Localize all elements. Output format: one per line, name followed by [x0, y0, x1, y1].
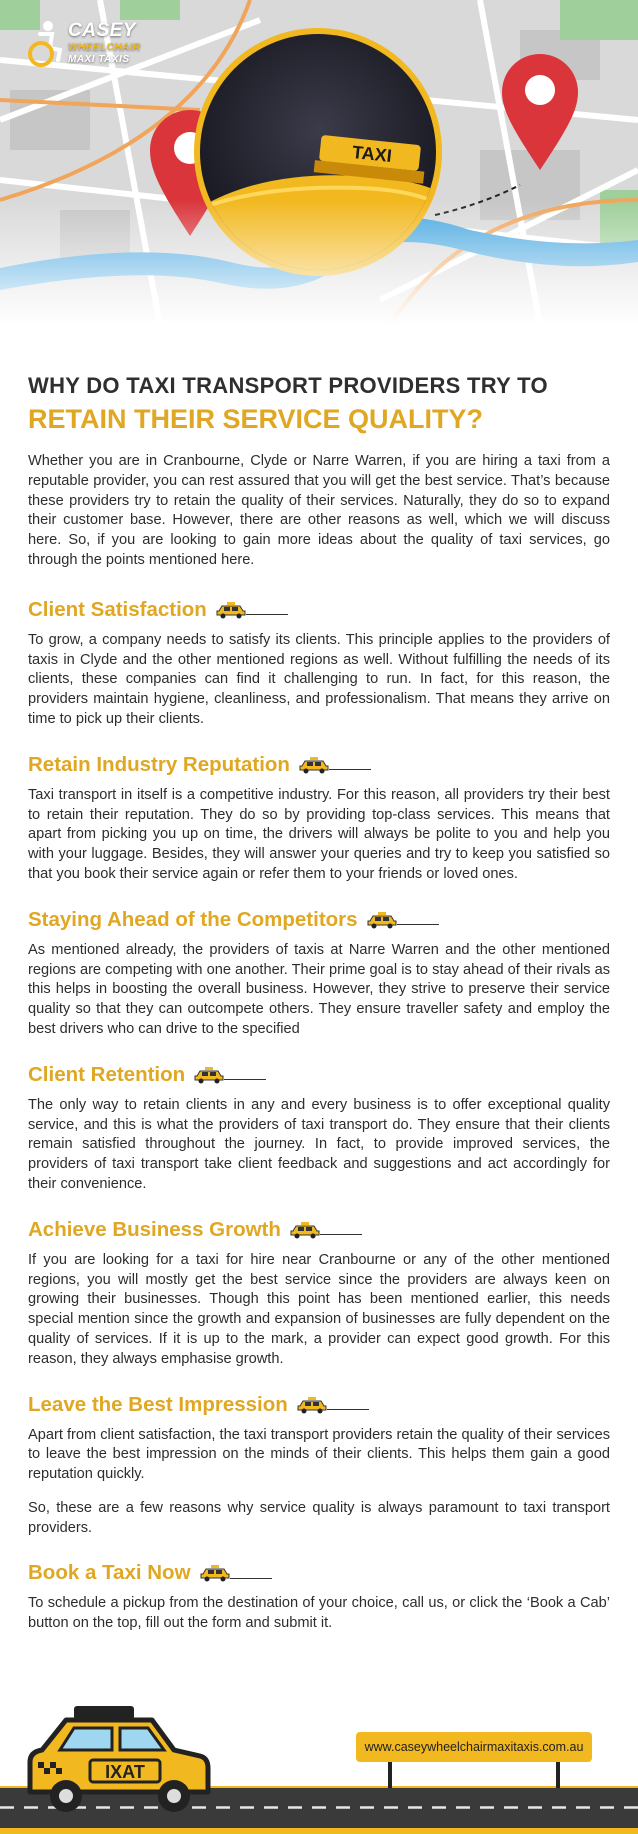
section-title: Achieve Business Growth	[28, 1217, 281, 1241]
logo-text-maxi-taxis: MAXI TAXIS	[68, 54, 130, 65]
footer-road-scene	[0, 1690, 638, 1834]
section-client-satisfaction	[28, 595, 610, 730]
taxi-icon	[367, 911, 397, 929]
section-body: The only way to retain clients in any and every business is to offer exceptional quality service, and this is what the providers of taxi transport do. They ensure that their clients remain satisfied throughout the journey. In fact, to provide improved services, the providers of taxi transport take client feedback and suggestions and act accordingly for their convenience.	[28, 1096, 610, 1192]
section-body: Apart from client satisfaction, the taxi transport providers retain the quality of their services to leave the best impression on the minds of their clients. This helps them gain a good reputation quickly.	[28, 1426, 610, 1483]
hero-banner	[0, 0, 638, 325]
intro-paragraph: Whether you are in Cranbourne, Clyde or Narre Warren, if you are hiring a taxi from a reputable provider, you can rest assured that you will get the best service. That’s because these providers try to retain the quality of their services. Naturally, they do so to expand their customer base. However, there are other reasons as well, which we will discuss here. So, if you are looking to gain more ideas about the quality of taxi services, go through the points mentioned here.	[28, 453, 610, 568]
section-underline	[327, 1409, 369, 1410]
section-header	[28, 1060, 610, 1090]
section-underline	[224, 1079, 266, 1080]
hero-taxi-sign: TAXI	[351, 141, 393, 167]
section-best-impression	[28, 1390, 610, 1539]
section-body: If you are looking for a taxi for hire near Cranbourne or any of the other mentioned regions, you will mostly get the best service since the providers are always keen on growing their businesses. Though this point has been mentioned earlier, this needs special mention since the growth and expansion of businesses are fully dependent on the quality of services. If it is up to the mark, a provider can expect good growth. For this reason, they always emphasise growth.	[28, 1251, 610, 1367]
heading-line-2: RETAIN THEIR SERVICE QUALITY?	[28, 404, 484, 434]
taxi-icon	[299, 756, 329, 774]
section-title: Client Retention	[28, 1062, 186, 1086]
section-body: Taxi transport in itself is a competitive industry. For this reason, all providers try their best to retain their reputation. They do so by providing top-class services. This means that apart from picking you up on time, the drivers will always be polite to you and help you with your luggage. Besides, they will answer your queries and try to keep you satisfied so that you book their service again or refer them to your friends or loved ones.	[28, 786, 610, 882]
taxi-icon	[200, 1564, 230, 1582]
section-body: To schedule a pickup from the destination of your choice, call us, or click the ‘Book a Cab’ button on the top, fill out the form and submit it.	[28, 1595, 610, 1632]
section-underline	[230, 1578, 272, 1579]
wheelchair-logo-icon	[26, 20, 64, 68]
section-body: As mentioned already, the providers of taxis at Narre Warren and the other mentioned regions are competing with one another. Their prime goal is to stay ahead of their rivals as this helps in boosting the overall business. However, they strive to preserve their service quality so that they can outcompete others. They ensure traveller safety and employ the best drivers who can drive to the specified	[28, 941, 610, 1037]
section-staying-ahead	[28, 905, 610, 1040]
section-header	[28, 595, 610, 625]
sign-post-right	[556, 1762, 560, 1788]
section-underline	[246, 614, 288, 615]
section-book-a-taxi	[28, 1558, 610, 1634]
section-retain-industry-reputation	[28, 750, 610, 885]
logo-text-wheelchair: WHEELCHAIR	[68, 42, 141, 53]
section-header	[28, 1558, 610, 1588]
brand-logo[interactable]	[26, 18, 166, 70]
heading-line-1: WHY DO TAXI TRANSPORT PROVIDERS TRY TO	[28, 373, 548, 398]
section-header	[28, 1215, 610, 1245]
sign-post-left	[388, 1762, 392, 1788]
road-edge-bottom	[0, 1828, 638, 1834]
taxi-door-sign: IXAT	[105, 1762, 145, 1782]
article-content	[28, 372, 610, 1654]
taxi-icon	[216, 601, 246, 619]
section-header	[28, 750, 610, 780]
taxi-icon	[194, 1066, 224, 1084]
section-title: Retain Industry Reputation	[28, 752, 290, 776]
taxi-icon	[297, 1396, 327, 1414]
section-title: Leave the Best Impression	[28, 1392, 288, 1416]
section-title: Book a Taxi Now	[28, 1561, 191, 1585]
section-body: To grow, a company needs to satisfy its clients. This principle applies to the providers of taxis in Clyde and the other mentioned regions as well. Without fulfilling the needs of its clients, these companies can find it challenging to run. In fact, for this reason, the providers maintain hygiene, cleanliness, and professionalism. That means they arrive on time to pick up their clients.	[28, 631, 610, 727]
section-header	[28, 1390, 610, 1420]
section-header	[28, 905, 610, 935]
section-client-retention	[28, 1060, 610, 1195]
section-underline	[320, 1234, 362, 1235]
logo-text-casey: CASEY	[68, 20, 136, 41]
section-business-growth	[28, 1215, 610, 1370]
section-title: Staying Ahead of the Competitors	[28, 907, 358, 931]
section-underline	[397, 924, 439, 925]
section-title: Client Satisfaction	[28, 597, 207, 621]
cartoon-taxi-illustration	[24, 1700, 214, 1820]
section-body-conclusion: So, these are a few reasons why service quality is always paramount to taxi transport providers.	[28, 1499, 610, 1536]
website-link[interactable]: www.caseywheelchairmaxitaxis.com.au	[356, 1732, 592, 1762]
taxi-icon	[290, 1221, 320, 1239]
section-underline	[329, 769, 371, 770]
